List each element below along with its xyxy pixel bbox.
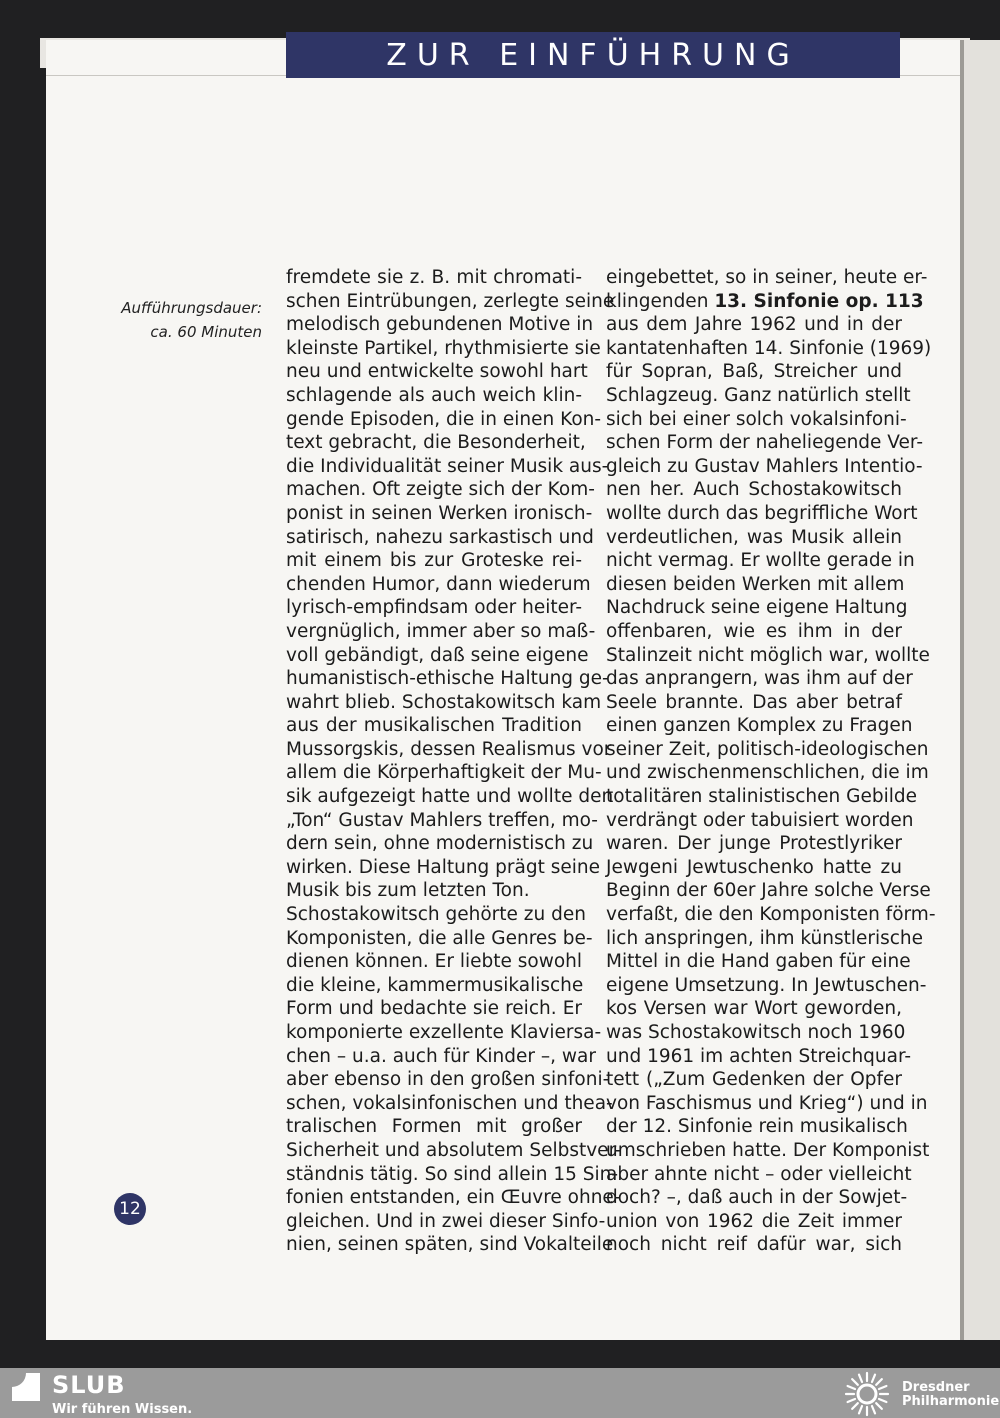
text-line: satirisch, nahezu sarkastisch und <box>286 526 594 548</box>
text-line: wirken. Diese Haltung prägt seine <box>286 856 601 878</box>
text-fragment: klingenden <box>606 290 715 312</box>
text-line: offenbaren, wie es ihm in der <box>606 620 902 642</box>
text-line: neu und entwickelte sowohl hart <box>286 361 588 383</box>
text-line: für Sopran, Baß, Streicher und <box>606 361 902 383</box>
text-column-right <box>606 266 936 1257</box>
text-line: Sicherheit und absolutem Selbstver- <box>286 1139 622 1161</box>
text-line: komponierte exzellente Klaviersa- <box>286 1022 602 1043</box>
slub-logo-text: SLUB <box>52 1371 126 1399</box>
text-line: nen her. Auch Schostakowitsch <box>606 479 902 501</box>
text-line: aus der musikalischen Tradition <box>286 715 582 737</box>
text-line: melodisch gebundenen Motive in <box>286 314 594 336</box>
text-line: aber ahnte nicht – oder vielleicht <box>606 1163 912 1185</box>
text-line: voll gebändigt, daß seine eigene <box>286 644 589 666</box>
text-line: diesen beiden Werken mit allem <box>606 573 905 595</box>
text-line: kleinste Partikel, rhythmisierte sie <box>286 337 601 359</box>
sun-ray <box>879 1399 886 1402</box>
sun-ray <box>876 1403 882 1409</box>
sun-ray <box>872 1406 875 1413</box>
text-line: schlagende als auch weich klin- <box>286 384 582 406</box>
text-line: Seele brannte. Das aber betraf <box>606 691 902 713</box>
slub-logo-icon <box>12 1373 40 1401</box>
text-line: Schlagzeug. Ganz natürlich stellt <box>606 384 911 406</box>
text-line: eingebettet, so in seiner, heute er- <box>606 267 928 288</box>
text-line: lich anspringen, ihm künstlerische <box>606 927 924 949</box>
text-line: schen Eintrübungen, zerlegte seine <box>286 290 615 312</box>
text-line: und 1961 im achten Streichquar- <box>606 1045 912 1067</box>
text-line: vergnüglich, immer aber so maß- <box>286 620 596 642</box>
text-column-left <box>286 266 622 1257</box>
text-line: Schostakowitsch gehörte zu den <box>286 904 586 926</box>
text-line: umschrieben hatte. Der Komponist <box>606 1139 930 1161</box>
sun-ray <box>859 1375 862 1382</box>
partner-name-line2: Philharmonie <box>902 1394 1000 1409</box>
text-line: chenden Humor, dann wiederum <box>286 573 591 595</box>
text-line: machen. Oft zeigte sich der Kom- <box>286 479 595 501</box>
text-line: chen – u.a. auch für Kinder –, war <box>286 1045 596 1067</box>
text-line: allem die Körperhaftigkeit der Mu- <box>286 762 602 784</box>
text-line: verdrängt oder tabuisiert worden <box>606 809 914 831</box>
text-line: noch nicht reif dafür war, sich <box>606 1234 902 1256</box>
text-line: wahrt blieb. Schostakowitsch kam <box>286 691 602 713</box>
text-line: Mittel in die Hand gaben für eine <box>606 951 911 973</box>
section-title: ZUR EINFÜHRUNG <box>386 37 800 73</box>
sun-ray <box>848 1386 855 1389</box>
show-through-text <box>120 270 270 294</box>
text-line: fremdete sie z. B. mit chromati- <box>286 267 582 288</box>
slub-tagline: Wir führen Wissen. <box>52 1402 193 1417</box>
duration-label: Aufführungsdauer: <box>121 299 262 317</box>
book-spine <box>960 40 1000 1340</box>
sun-ray <box>859 1406 862 1413</box>
section-header <box>286 32 900 78</box>
text-line: die kleine, kammermusikalische <box>286 974 584 996</box>
text-line: verdeutlichen, was Musik allein <box>606 526 902 548</box>
text-line: und zwischenmenschlichen, die im <box>606 762 929 784</box>
text-line: totalitären stalinistischen Gebilde <box>606 786 918 808</box>
text-line: sik aufgezeigt hatte und wollte den <box>286 786 614 808</box>
philharmonie-sun-icon <box>842 1370 892 1418</box>
text-line: Mussorgskis, dessen Realismus vor <box>286 738 612 760</box>
duration-value: ca. 60 Minuten <box>150 323 262 341</box>
text-line: einen ganzen Komplex zu Fragen <box>606 715 913 737</box>
text-line: schen, vokalsinfonischen und thea- <box>286 1092 613 1114</box>
sun-ray <box>872 1375 875 1382</box>
text-line: das anprangern, was ihm auf der <box>606 668 913 690</box>
sun-ray <box>852 1379 858 1385</box>
spine-gap <box>960 40 964 1340</box>
text-line: dienen können. Er liebte sowohl <box>286 951 583 973</box>
sun-ray <box>848 1399 855 1402</box>
text-line: von Faschismus und Krieg“) und in <box>606 1092 928 1114</box>
text-line: nicht vermag. Er wollte gerade in <box>606 550 915 572</box>
performance-duration-note <box>110 296 262 344</box>
text-line: Nachdruck seine eigene Haltung <box>606 597 908 619</box>
text-line: mit einem bis zur Groteske rei- <box>286 550 582 572</box>
text-line <box>606 290 924 314</box>
text-line: waren. Der junge Protestlyriker <box>606 833 902 855</box>
text-line: text gebracht, die Besonderheit, <box>286 432 586 454</box>
work-title-bold: 13. Sinfonie op. 113 <box>714 290 924 312</box>
text-line: gleich zu Gustav Mahlers Intentio- <box>606 455 923 477</box>
text-line: lyrisch-empfindsam oder heiter- <box>286 597 583 619</box>
text-line: Musik bis zum letzten Ton. <box>286 880 530 902</box>
text-line: tett („Zum Gedenken der Opfer <box>606 1069 902 1091</box>
text-line: was Schostakowitsch noch 1960 <box>606 1022 906 1043</box>
text-line: Beginn der 60er Jahre solche Verse <box>606 880 931 902</box>
text-line: schen Form der naheliegende Ver- <box>606 432 924 454</box>
text-line: die Individualität seiner Musik aus- <box>286 455 609 477</box>
text-line: wollte durch das begriffliche Wort <box>606 502 918 524</box>
text-line: Komponisten, die alle Genres be- <box>286 927 593 949</box>
text-line: fonien entstanden, ein Œuvre ohne- <box>286 1187 621 1209</box>
partner-name-line1: Dresdner <box>902 1380 970 1395</box>
text-line: kantatenhaften 14. Sinfonie (1969) <box>606 337 932 359</box>
text-line: gleichen. Und in zwei dieser Sinfo- <box>286 1210 606 1232</box>
page-number: 12 <box>114 1193 146 1225</box>
text-line: tralischen Formen mit großer <box>286 1116 582 1138</box>
sun-ray <box>876 1379 882 1385</box>
text-line: kos Versen war Wort geworden, <box>606 998 902 1020</box>
text-line: sich bei einer solch vokalsinfoni- <box>606 408 907 430</box>
text-line: gende Episoden, die in einen Kon- <box>286 408 602 430</box>
sun-ray <box>879 1386 886 1389</box>
text-line: Jewgeni Jewtuschenko hatte zu <box>606 856 902 878</box>
text-line: Form und bedachte sie reich. Er <box>286 998 582 1020</box>
text-line: union von 1962 die Zeit immer <box>606 1210 902 1232</box>
text-line: doch? –, daß auch in der Sowjet- <box>606 1187 908 1209</box>
text-line: der 12. Sinfonie rein musikalisch <box>606 1116 908 1138</box>
text-line: aber ebenso in den großen sinfoni- <box>286 1069 610 1091</box>
text-line: dern sein, ohne modernistisch zu <box>286 833 594 855</box>
text-line: seiner Zeit, politisch-ideologischen <box>606 738 929 760</box>
philharmonie-logo-text <box>902 1381 999 1409</box>
text-line: ponist in seinen Werken ironisch- <box>286 502 593 524</box>
text-line: eigene Umsetzung. In Jewtuschen- <box>606 974 927 996</box>
text-line: aus dem Jahre 1962 und in der <box>606 314 902 336</box>
text-line: Stalinzeit nicht möglich war, wollte <box>606 644 930 666</box>
text-line: „Ton“ Gustav Mahlers treffen, mo- <box>286 809 598 831</box>
sun-ray <box>852 1403 858 1409</box>
text-line: verfaßt, die den Komponisten förm- <box>606 904 936 926</box>
text-line: humanistisch-ethische Haltung ge- <box>286 668 609 690</box>
text-line: ständnis tätig. So sind allein 15 Sin- <box>286 1163 619 1185</box>
text-line: nien, seinen späten, sind Vokalteile <box>286 1234 614 1256</box>
